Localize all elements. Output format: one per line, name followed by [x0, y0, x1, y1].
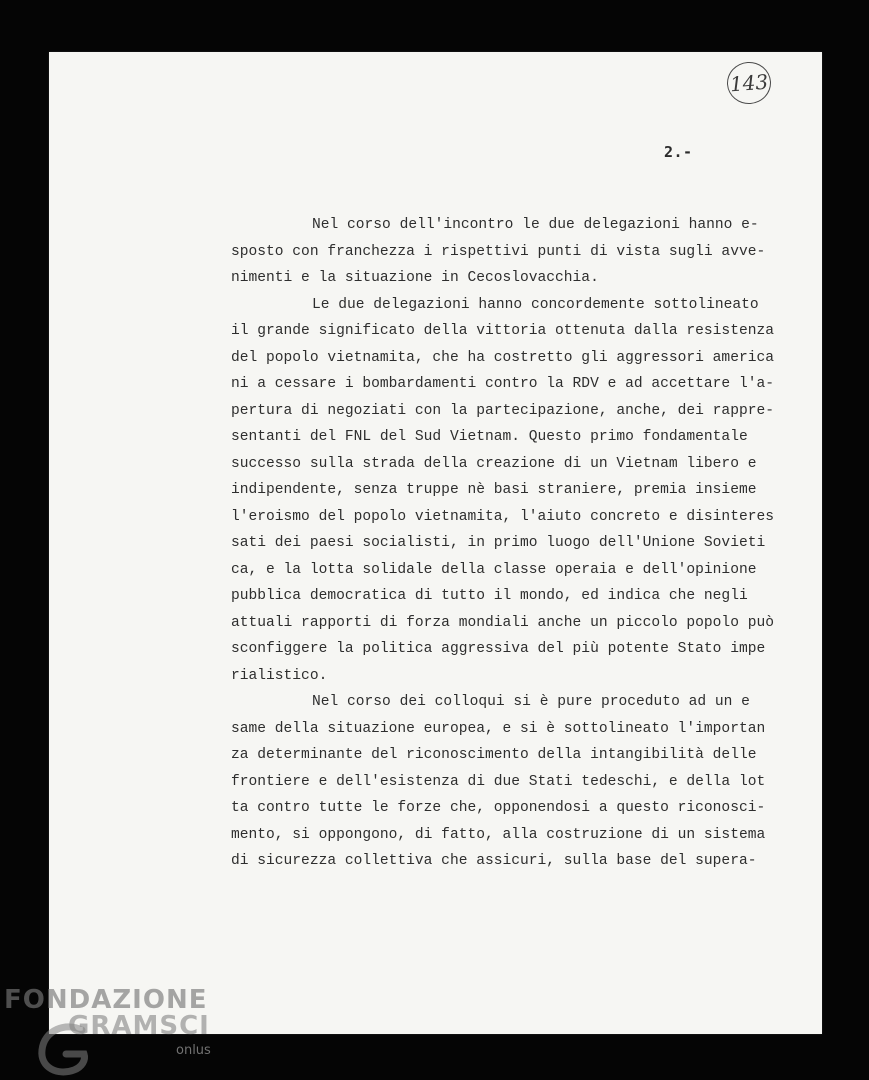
text-line: sconfiggere la politica aggressiva del più potente Stato impe	[231, 641, 766, 657]
text-line: attuali rapporti di forza mondiali anche un piccolo popolo può	[231, 615, 774, 631]
text-line: sposto con franchezza i rispettivi punti di vista sugli avve-	[231, 244, 766, 260]
text-line: sentanti del FNL del Sud Vietnam. Questo primo fondamentale	[231, 429, 748, 445]
text-line: pertura di negoziati con la partecipazione, anche, dei rappre-	[231, 403, 774, 419]
text-line: pubblica democratica di tutto il mondo, ed indica che negli	[231, 588, 748, 604]
text-line: sati dei paesi socialisti, in primo luogo dell'Unione Sovieti	[231, 535, 766, 551]
text-line: il grande significato della vittoria ottenuta dalla resistenza	[231, 323, 774, 339]
watermark-line-2: GRAMSCI	[68, 1011, 210, 1041]
text-line: di sicurezza collettiva che assicuri, sulla base del supera-	[231, 853, 757, 869]
text-line: ta contro tutte le forze che, opponendosi a questo riconosci-	[231, 800, 766, 816]
watermark-swirl-icon	[36, 1020, 96, 1078]
text-line: ca, e la lotta solidale della classe operaia e dell'opinione	[231, 562, 757, 578]
text-line: rialistico.	[231, 668, 328, 684]
text-line: ni a cessare i bombardamenti contro la RDV e ad accettare l'a-	[231, 376, 774, 392]
page-number: 2.-	[664, 143, 693, 161]
text-line: indipendente, senza truppe nè basi straniere, premia insieme	[231, 482, 757, 498]
text-line: Nel corso dell'incontro le due delegazioni hanno e-	[312, 217, 759, 233]
text-line: Nel corso dei colloqui si è pure proceduto ad un e	[312, 694, 750, 710]
text-line: l'eroismo del popolo vietnamita, l'aiuto concreto e disinteres	[231, 509, 774, 525]
text-line: del popolo vietnamita, che ha costretto gli aggressori america	[231, 350, 774, 366]
text-line: Le due delegazioni hanno concordemente sottolineato	[312, 297, 759, 313]
text-line: za determinante del riconoscimento della intangibilità delle	[231, 747, 757, 763]
archive-stamp-number: 143	[726, 61, 773, 106]
watermark-suffix: onlus	[176, 1043, 211, 1058]
watermark-line-1: FONDAZIONE	[4, 985, 208, 1015]
text-line: same della situazione europea, e si è sottolineato l'importan	[231, 721, 766, 737]
text-line: nimenti e la situazione in Cecoslovacchia.	[231, 270, 599, 286]
text-line: successo sulla strada della creazione di un Vietnam libero e	[231, 456, 757, 472]
text-line: mento, si oppongono, di fatto, alla costruzione di un sistema	[231, 827, 766, 843]
text-line: frontiere e dell'esistenza di due Stati tedeschi, e della lot	[231, 774, 766, 790]
